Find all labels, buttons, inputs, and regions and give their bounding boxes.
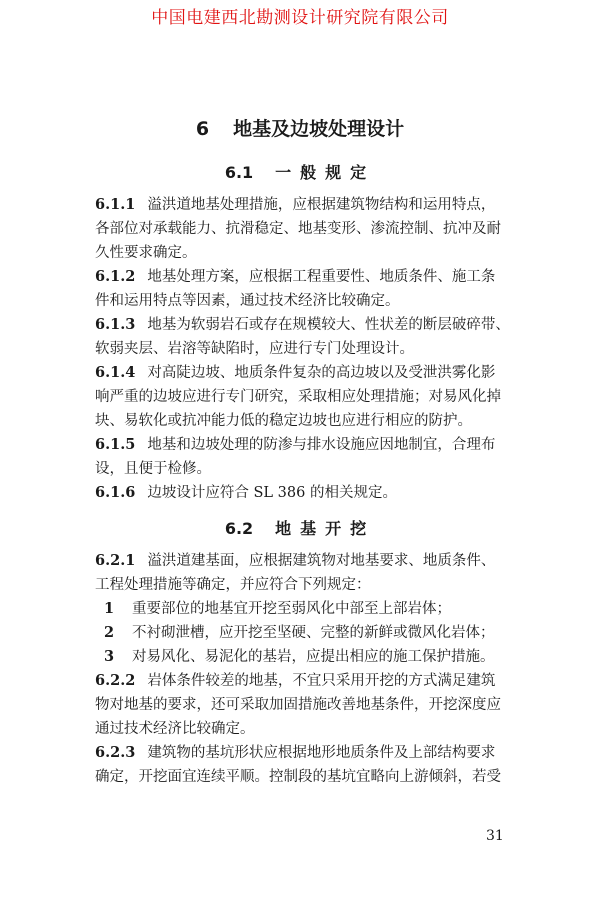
clause-6-1-1-line-3: 久性要求确定。 xyxy=(95,245,197,261)
clause-6-1-5-line-1 xyxy=(95,436,515,454)
clause-number: 6.1.3 xyxy=(95,316,136,333)
clause-6-2-1-line-1 xyxy=(95,552,515,570)
section-title: 地基开挖 xyxy=(275,519,376,538)
list-item xyxy=(104,600,518,618)
clause-6-2-3-line-2: 确定，开挖面宜连续平顺。控制段的基坑宜略向上游倾斜，若受 xyxy=(95,769,501,785)
clause-number: 6.2.2 xyxy=(95,672,136,689)
clause-6-1-4-line-1 xyxy=(95,364,515,382)
clause-text: 地基和边坡处理的防渗与排水设施应因地制宜，合理布 xyxy=(147,437,496,453)
list-item xyxy=(104,648,518,666)
clause-text: 地基处理方案，应根据工程重要性、地质条件、施工条 xyxy=(147,269,496,285)
section-title: 一般规定 xyxy=(275,163,376,182)
list-item-number: 2 xyxy=(104,624,115,641)
clause-6-1-4-line-3: 块、易软化或抗冲能力低的稳定边坡也应进行相应的防护。 xyxy=(95,413,472,429)
list-item-text: 重要部位的地基宜开挖至弱风化中部至上部岩体； xyxy=(132,601,451,617)
clause-6-1-2-line-1 xyxy=(95,268,515,286)
clause-6-2-2-line-1 xyxy=(95,672,515,690)
clause-text: 溢洪道地基处理措施，应根据建筑物结构和运用特点， xyxy=(147,197,496,213)
clause-number: 6.1.6 xyxy=(95,484,136,501)
clause-6-2-1-line-2: 工程处理措施等确定，并应符合下列规定： xyxy=(95,577,371,593)
clause-6-2-2-line-2: 物对地基的要求，还可采取加固措施改善地基条件，开挖深度应 xyxy=(95,697,501,713)
section-number: 6.2 xyxy=(224,519,254,538)
clause-text: 建筑物的基坑形状应根据地形地质条件及上部结构要求 xyxy=(147,745,496,761)
list-item-number: 1 xyxy=(104,600,115,617)
clause-number: 6.1.2 xyxy=(95,268,136,285)
clause-6-2-3-line-1 xyxy=(95,744,515,762)
section-number: 6.1 xyxy=(224,163,254,182)
clause-number: 6.1.1 xyxy=(95,196,136,213)
clause-6-1-4-line-2: 响严重的边坡应进行专门研究，采取相应处理措施；对易风化掉 xyxy=(95,389,501,405)
list-item-number: 3 xyxy=(104,648,115,665)
clause-text: 对高陡边坡、地质条件复杂的高边坡以及受泄洪雾化影 xyxy=(147,365,496,381)
clause-number: 6.2.1 xyxy=(95,552,136,569)
clause-6-1-5-line-2: 设，且便于检修。 xyxy=(95,461,211,477)
clause-6-1-6-line-1 xyxy=(95,484,515,502)
clause-6-1-1-line-1 xyxy=(95,196,515,214)
clause-number: 6.1.4 xyxy=(95,364,136,381)
section-heading-6-1 xyxy=(0,160,600,183)
clause-text: 边坡设计应符合 SL 386 的相关规定。 xyxy=(147,485,397,501)
clause-number: 6.1.5 xyxy=(95,436,136,453)
section-heading-6-2 xyxy=(0,516,600,539)
clause-text: 溢洪道建基面，应根据建筑物对地基要求、地质条件、 xyxy=(147,553,496,569)
list-item-text: 对易风化、易泥化的基岩，应提出相应的施工保护措施。 xyxy=(132,649,495,665)
chapter-number: 6 xyxy=(195,118,210,140)
clause-text: 地基为软弱岩石或存在规模较大、性状差的断层破碎带、 xyxy=(147,317,510,333)
company-watermark: 中国电建西北勘测设计研究院有限公司 xyxy=(151,8,449,28)
clause-6-1-3-line-2: 软弱夹层、岩溶等缺陷时，应进行专门处理设计。 xyxy=(95,341,414,357)
clause-6-1-1-line-2: 各部位对承载能力、抗滑稳定、地基变形、渗流控制、抗冲及耐 xyxy=(95,221,501,237)
clause-number: 6.2.3 xyxy=(95,744,136,761)
clause-6-1-2-line-2: 件和运用特点等因素，通过技术经济比较确定。 xyxy=(95,293,400,309)
list-item xyxy=(104,624,518,642)
list-item-text: 不衬砌泄槽，应开挖至坚硬、完整的新鲜或微风化岩体； xyxy=(132,625,495,641)
clause-6-2-2-line-3: 通过技术经济比较确定。 xyxy=(95,721,255,737)
clause-6-1-3-line-1 xyxy=(95,316,515,334)
chapter-title: 地基及边坡处理设计 xyxy=(233,118,405,140)
chapter-heading xyxy=(0,114,600,141)
page-number: 31 xyxy=(486,828,504,844)
clause-text: 岩体条件较差的地基，不宜只采用开挖的方式满足建筑 xyxy=(147,673,496,689)
